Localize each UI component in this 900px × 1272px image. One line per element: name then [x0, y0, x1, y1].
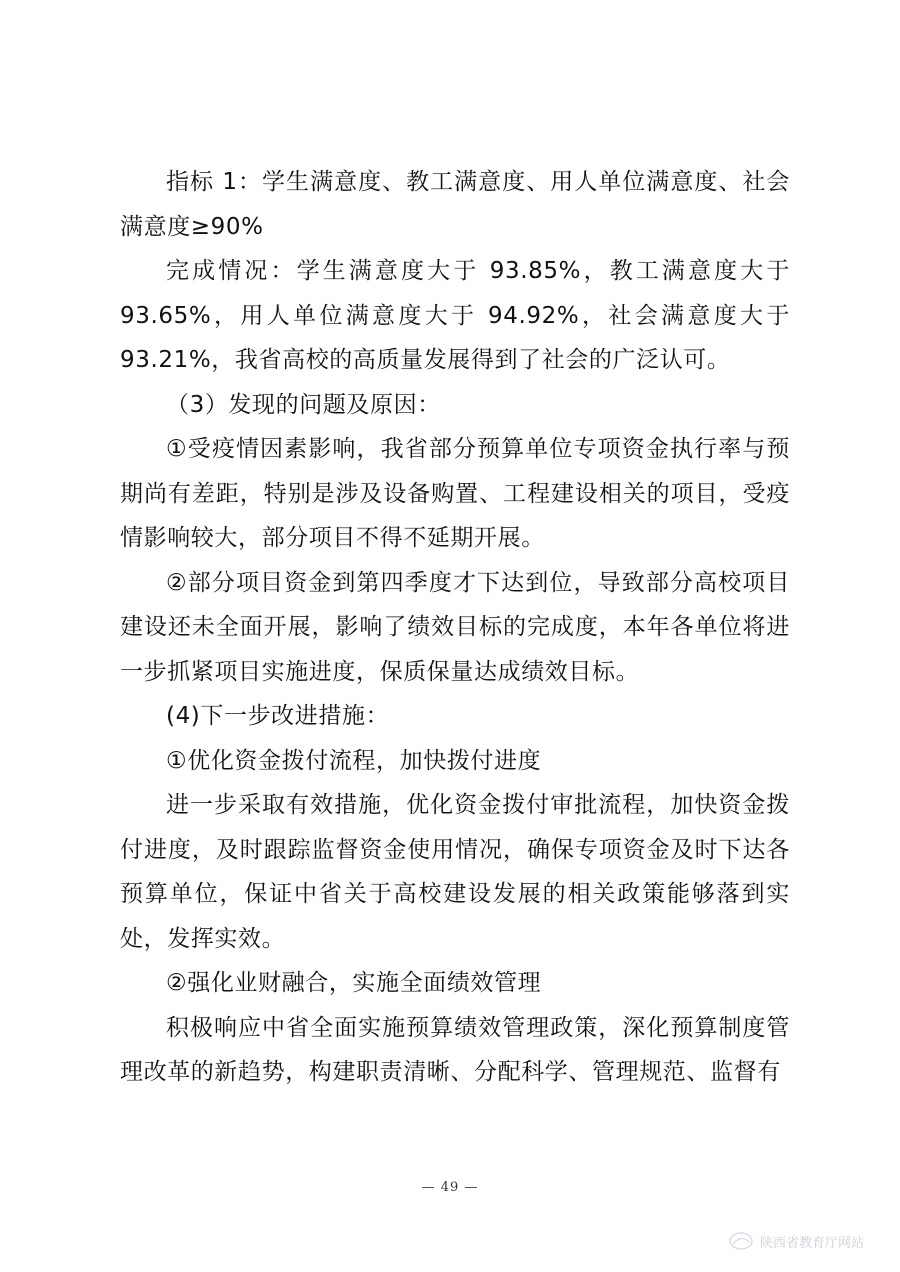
section-4-heading: (4)下一步改进措施： — [166, 703, 390, 729]
paragraph-measure-1-body: 进一步采取有效措施，优化资金拨付审批流程，加快资金拨付进度，及时跟踪监督资金使用情况，确保专项资金及时下达各预算单位，保证中省关于高校建设发展的相关政策能够落到实处，发挥实效。 — [120, 792, 790, 952]
section-3-heading: （3）发现的问题及原因： — [166, 391, 441, 418]
page-number: — 49 — — [421, 1180, 479, 1195]
paragraph-indicator-1: 指标 1：学生满意度、教工满意度、用人单位满意度、社会满意度≥90% — [120, 169, 790, 240]
paragraph-completion: 完成情况：学生满意度大于 93.85%，教工满意度大于 93.65%，用人单位满意度大于 94.92%，社会满意度大于 93.21%，我省高校的高质量发展得到了社会的广泛认可。 — [120, 258, 790, 373]
measure-1-title: ①优化资金拨付流程，加快拨付进度 — [166, 747, 542, 774]
watermark-text: 陕西省教育厅网站 — [760, 1235, 865, 1251]
watermark-logo-icon — [728, 1230, 754, 1252]
paragraph-problem-1: ①受疫情因素影响，我省部分预算单位专项资金执行率与预期尚有差距，特别是涉及设备购置、工程建设相关的项目，受疫情影响较大，部分项目不得不延期开展。 — [120, 436, 790, 551]
measure-2-title: ②强化业财融合，实施全面绩效管理 — [166, 970, 542, 996]
document-body — [120, 160, 790, 1095]
paragraph-measure-2-body: 积极响应中省全面实施预算绩效管理政策，深化预算制度管理改革的新趋势，构建职责清晰、分配科学、管理规范、监督有 — [120, 1014, 790, 1085]
watermark — [728, 1228, 888, 1254]
paragraph-problem-2: ②部分项目资金到第四季度才下达到位，导致部分高校项目建设还未全面开展，影响了绩效目标的完成度，本年各单位将进一步抓紧项目实施进度，保质保量达成绩效目标。 — [120, 569, 790, 685]
